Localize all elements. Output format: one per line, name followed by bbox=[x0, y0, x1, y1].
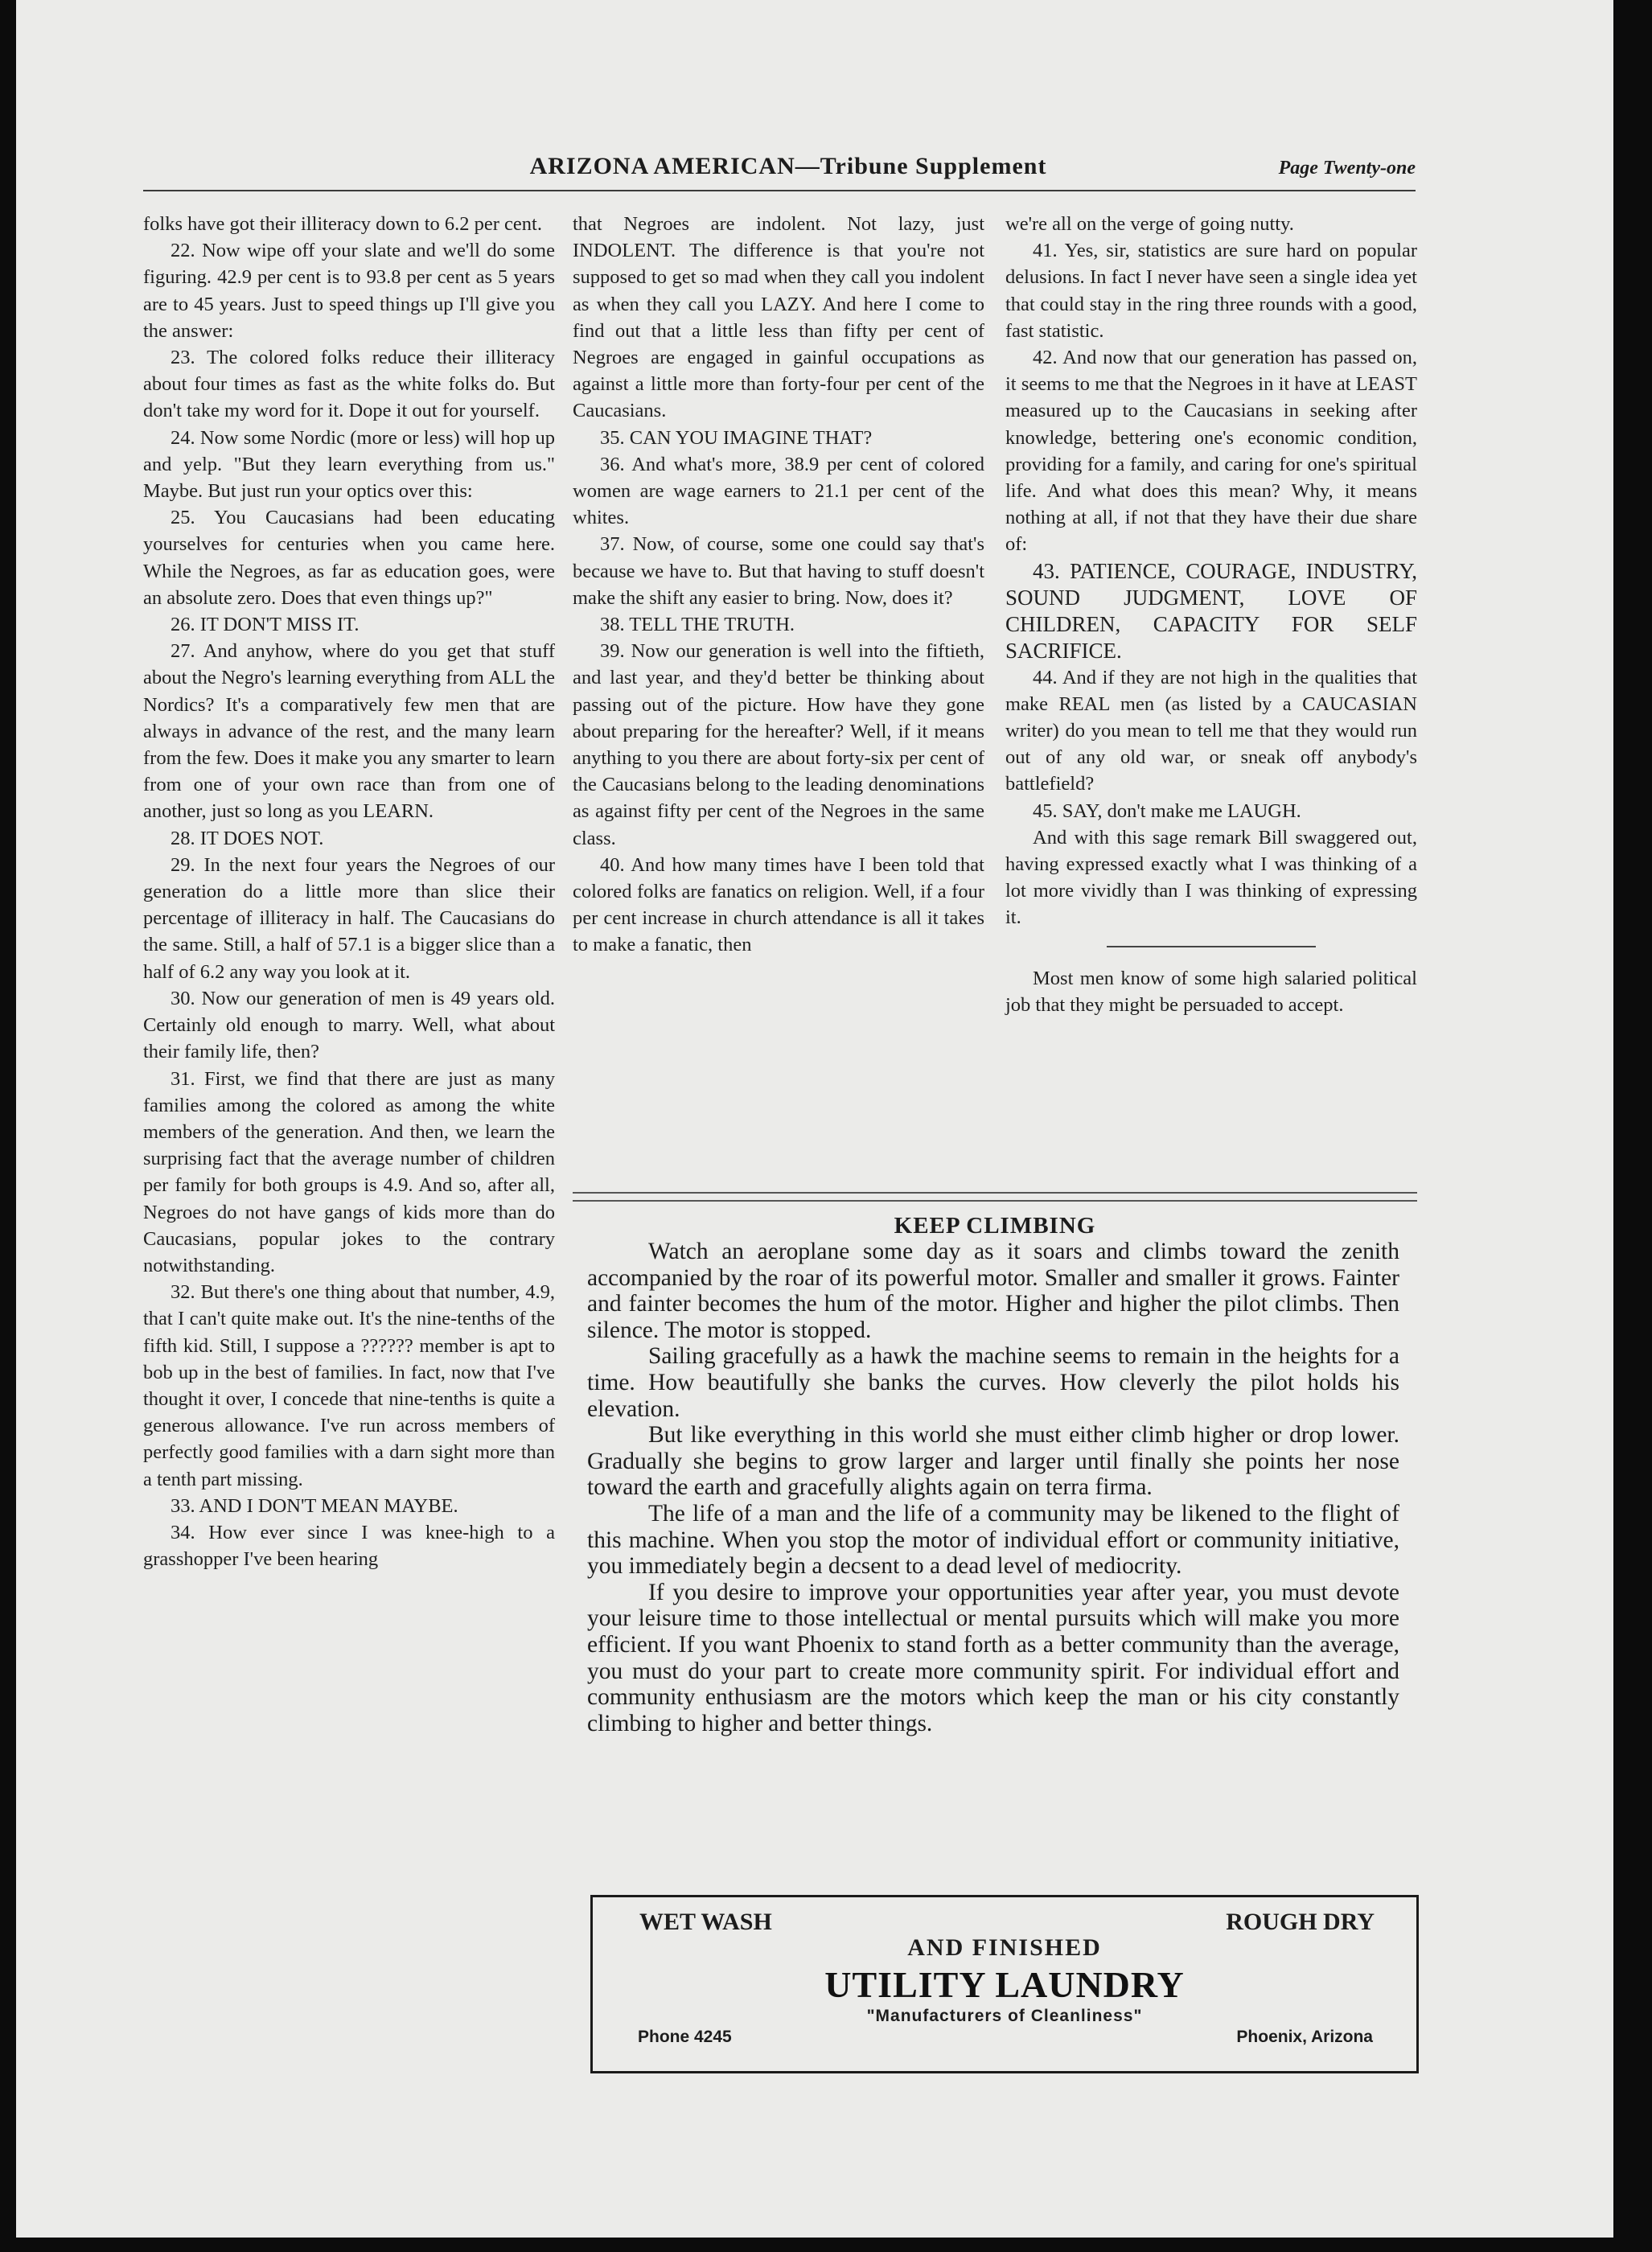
column-2 bbox=[573, 211, 984, 959]
ad-and-finished: AND FINISHED bbox=[907, 1934, 1102, 1961]
paragraph: 29. In the next four years the Negroes of our generation do a little more than slice their percentage of illiteracy in half. The Caucasians do the same. Still, a half of 57.1 is a bigger slice than a half of 6.2 any way you look at it. bbox=[143, 853, 555, 983]
paragraph: 22. Now wipe off your slate and we'll do some figuring. 42.9 per cent is to 93.8 per cent as 5 years are to 45 years. Just to speed things up I'll give you the answer: bbox=[143, 240, 555, 342]
ad-rough-dry: ROUGH DRY bbox=[1226, 1909, 1375, 1935]
paragraph: If you desire to improve your opportunities year after year, you must devote your leisure time to those intellectual or mental pursuits which will make you more efficient. If you want Phoenix to stand forth as a better community than the average, you must do your part to create more community spirit. For individual effort and community enthusiasm are the motors which keep the man or his city constantly climbing to higher and better things. bbox=[587, 1579, 1399, 1736]
ad-wet-wash: WET WASH bbox=[639, 1909, 772, 1935]
paragraph: 24. Now some Nordic (more or less) will hop up and yelp. "But they learn everything from us." Maybe. But just run your optics over this: bbox=[143, 426, 555, 503]
paragraph: 34. How ever since I was knee-high to a grasshopper I've been hearing bbox=[143, 1521, 555, 1571]
paragraph: 23. The colored folks reduce their illiteracy about four times as fast as the white folks do. But don't take my word for it. Dope it out for yourself. bbox=[143, 347, 555, 422]
paragraph: we're all on the verge of going nutty. bbox=[1005, 213, 1294, 235]
scan-border bbox=[0, 2238, 1652, 2252]
page-number: Page Twenty-one bbox=[1278, 158, 1416, 179]
laundry-advertisement bbox=[590, 1895, 1419, 2073]
paragraph: 37. Now, of course, some one could say that's because we have to. But that having to stuff doesn't make the shift any easier to bring. Now, does it? bbox=[573, 533, 984, 609]
article-title: KEEP CLIMBING bbox=[894, 1213, 1096, 1239]
paragraph: 44. And if they are not high in the qualities that make REAL men (as listed by a CAUCASIAN writer) do you mean to tell me that they would run out of any old war, or sneak off anybody's battlefield? bbox=[1005, 666, 1417, 795]
paragraph: 27. And anyhow, where do you get that stuff about the Negro's learning everything from ALL the Nordics? It's a comparatively few men that are always in advance of the rest, and the many learn from the few. Does it make you any smarter to learn from one of your own race than from one of another, just so long as you LEARN. bbox=[143, 640, 555, 823]
paragraph: 25. You Caucasians had been educating yourselves for centuries when you came here. While the Negroes, as far as education goes, were an absolute zero. Does that even things up?" bbox=[143, 507, 555, 609]
ad-business-name: UTILITY LAUNDRY bbox=[824, 1964, 1185, 2005]
paragraph: But like everything in this world she must either climb higher or drop lower. Gradually she begins to grow larger and larger until finally she points her nose toward the earth and gracefully alights again on terra firma. bbox=[587, 1422, 1399, 1501]
ad-phone: Phone 4245 bbox=[638, 2028, 732, 2046]
paragraph: 26. IT DON'T MISS IT. bbox=[171, 614, 360, 636]
header-rule bbox=[143, 190, 1416, 191]
paragraph: 31. First, we find that there are just as many families among the colored as among the white members of the generation. And then, we learn the surprising fact that the average number of children per family for both groups is 4.9. And so, after all, Negroes do not have gangs of kids more than do Caucasians, popular jokes to the contrary notwithstanding. bbox=[143, 1067, 555, 1276]
paragraph: 40. And how many times have I been told that colored folks are fanatics on religion. Well, if a four per cent increase in church attendance is all it takes to make a fanatic, then bbox=[573, 853, 984, 956]
paragraph: The life of a man and the life of a community may be likened to the flight of this machine. When you stop the motor of individual effort or community initiative, you immediately begin a decsent to a dead level of mediocrity. bbox=[587, 1500, 1399, 1580]
paragraph: folks have got their illiteracy down to 6.2 per cent. bbox=[143, 213, 542, 235]
paragraph: 43. PATIENCE, COURAGE, INDUSTRY, SOUND JUDGMENT, LOVE OF CHILDREN, CAPACITY FOR SELF SACRIFICE. bbox=[1005, 558, 1417, 663]
paragraph: that Negroes are indolent. Not lazy, just INDOLENT. The difference is that you're not supposed to get so mad when they call you indolent as when they call you LAZY. And here I come to find out that a little less than fifty per cent of Negroes are engaged in gainful occupations as against a little more than forty-four per cent of the Caucasians. bbox=[573, 213, 984, 422]
paragraph: 30. Now our generation of men is 49 years old. Certainly old enough to marry. Well, what about their family life, then? bbox=[143, 987, 555, 1063]
column-1 bbox=[143, 211, 555, 1572]
page-header bbox=[161, 153, 1416, 185]
ad-slogan: "Manufacturers of Cleanliness" bbox=[866, 2007, 1143, 2025]
ad-city: Phoenix, Arizona bbox=[1236, 2028, 1373, 2046]
column-3 bbox=[1005, 211, 1417, 1018]
paragraph: And with this sage remark Bill swaggered out, having expressed exactly what I was thinking of a lot more vividly than I was thinking of expressing it. bbox=[1005, 826, 1417, 929]
paragraph: 39. Now our generation is well into the fiftieth, and last year, and they'd better be thinking about passing out of the picture. How have they gone about preparing for the hereafter? Well, if it means anything to you there are about forty-six per cent of the Caucasians belong to the leading denominations as against fifty per cent of the Negroes in the same class. bbox=[573, 640, 984, 849]
paragraph: 38. TELL THE TRUTH. bbox=[600, 614, 795, 636]
paragraph: 36. And what's more, 38.9 per cent of colored women are wage earners to 21.1 per cent of the whites. bbox=[573, 453, 984, 529]
paragraph: Watch an aeroplane some day as it soars and climbs toward the zenith accompanied by the roar of its powerful motor. Smaller and smaller it grows. Fainter and fainter becomes the hum of the motor. Higher and higher the pilot climbs. Then silence. The motor is stopped. bbox=[587, 1239, 1399, 1343]
paragraph: 45. SAY, don't make me LAUGH. bbox=[1033, 799, 1301, 822]
article-body bbox=[587, 1239, 1399, 1736]
paragraph: 41. Yes, sir, statistics are sure hard on popular delusions. In fact I never have seen a single idea yet that could stay in the ring three rounds with a good, fast statistic. bbox=[1005, 240, 1417, 342]
masthead-title: ARIZONA AMERICAN—Tribune Supplement bbox=[529, 153, 1047, 179]
paragraph: 32. But there's one thing about that number, 4.9, that I can't quite make out. It's the nine-tenths of the fifth kid. Still, I suppose a ?????? member is apt to bob up in the best of families. In fact, now that I've thought it over, I concede that nine-tenths is quite a generous allowance. I've run across members of perfectly good families with a darn sight more than a tenth part missing. bbox=[143, 1281, 555, 1490]
section-divider bbox=[1107, 946, 1316, 947]
filler-paragraph: Most men know of some high salaried political job that they might be persuaded to accept. bbox=[1005, 967, 1417, 1016]
paragraph: Sailing gracefully as a hawk the machine seems to remain in the heights for a time. How beautifully she banks the curves. How cleverly the pilot holds his elevation. bbox=[587, 1343, 1399, 1422]
paragraph: 35. CAN YOU IMAGINE THAT? bbox=[600, 426, 873, 449]
paragraph: 28. IT DOES NOT. bbox=[171, 827, 324, 849]
paragraph: 33. AND I DON'T MEAN MAYBE. bbox=[171, 1494, 458, 1517]
paragraph: 42. And now that our generation has passed on, it seems to me that the Negroes in it have at LEAST measured up to the Caucasians in seeking after knowledge, bettering one's economic condition, providing for a family, and caring for one's spiritual life. And what does this mean? Why, it means nothing at all, if not that they have their due share of: bbox=[1005, 347, 1417, 556]
double-rule bbox=[573, 1192, 1417, 1202]
